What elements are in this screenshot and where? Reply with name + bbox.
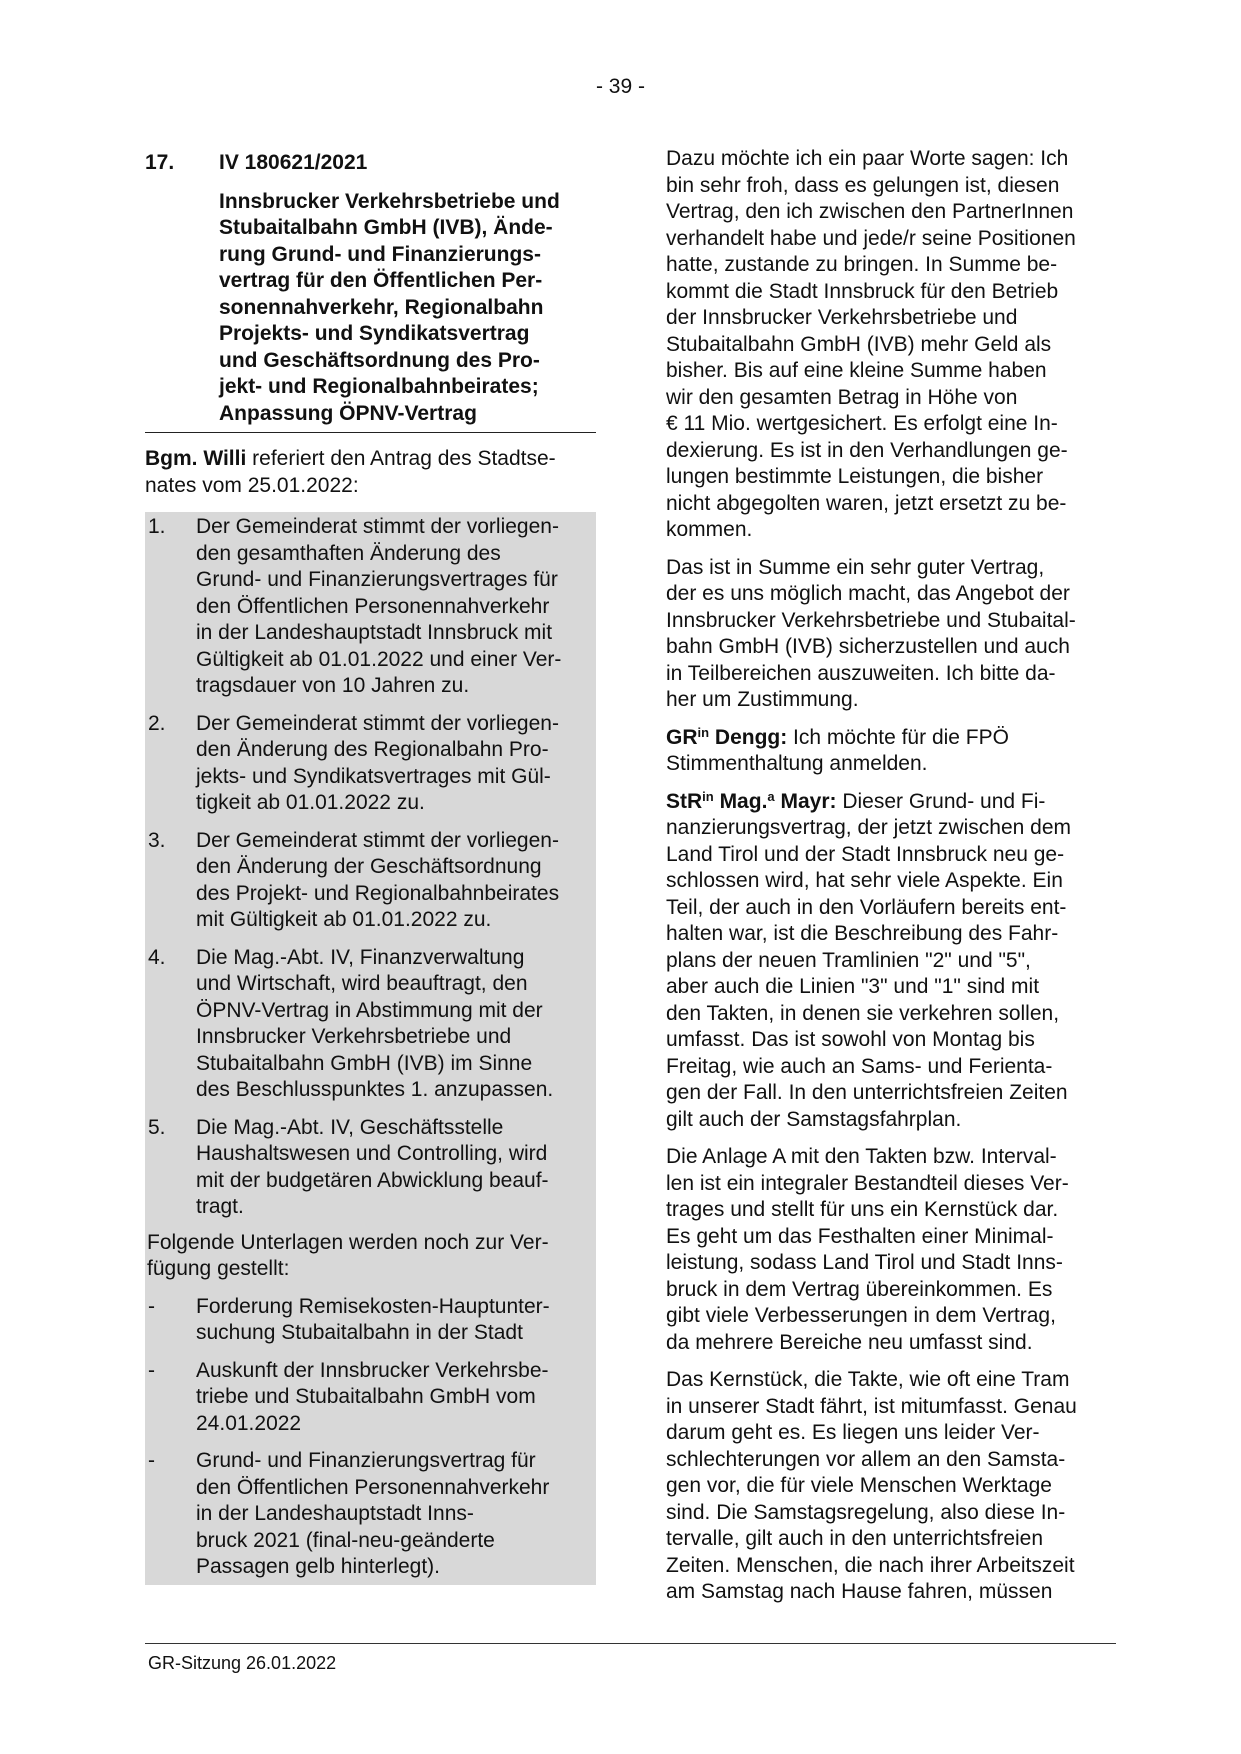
- speech-line: Die Anlage A mit den Takten bzw. Interval-: [666, 1145, 1057, 1168]
- speaker-title: StR: [666, 789, 703, 813]
- speech-line: bruck in dem Vertrag übereinkommen. Es: [666, 1277, 1053, 1301]
- title-line: Innsbrucker Verkehrsbetriebe und: [219, 189, 560, 213]
- motion-line: Der Gemeinderat stimmt der vorliegen-: [196, 515, 559, 538]
- motion-line: den Änderung des Regionalbahn Pro-: [196, 738, 549, 761]
- document-line: den Öffentlichen Personennahverkehr: [196, 1475, 550, 1499]
- motion-line: mit Gültigkeit ab 01.01.2022 zu.: [196, 908, 492, 931]
- motion-line: Haushaltswesen und Controlling, wird: [196, 1142, 548, 1165]
- speech-line: umfasst. Das ist sowohl von Montag bis: [666, 1028, 1035, 1051]
- speech-line: bisher. Bis auf eine kleine Summe haben: [666, 359, 1047, 382]
- document-item: [145, 1356, 596, 1438]
- speech-line: plans der neuen Tramlinien "2" und "5",: [666, 948, 1031, 972]
- motion-item: [145, 512, 596, 700]
- motion-line: den Änderung der Geschäftsordnung: [196, 855, 542, 878]
- title-line: sonennahverkehr, Regionalbahn: [219, 295, 544, 319]
- speech-line: gibt viele Verbesserungen in dem Vertrag,: [666, 1304, 1056, 1327]
- right-column: [666, 146, 1116, 1617]
- motion-line: tigkeit ab 01.01.2022 zu.: [196, 791, 425, 814]
- intro-paragraph: [145, 446, 596, 499]
- speech-line: da mehrere Bereiche neu umfasst sind.: [666, 1330, 1033, 1354]
- agenda-item-header: [145, 150, 596, 177]
- left-column: [145, 150, 596, 1585]
- speaker-degree-suffix: a: [767, 788, 775, 804]
- speech-line: tervalle, gilt auch in den unterrichtsfreien: [666, 1527, 1044, 1550]
- motion-line: Die Mag.-Abt. IV, Geschäftsstelle: [196, 1115, 504, 1139]
- speech-line: her um Zustimmung.: [666, 688, 859, 711]
- speaker-title-suffix: in: [702, 788, 714, 804]
- speech-line: wir den gesamten Betrag in Höhe von: [666, 385, 1018, 409]
- speech-line: Es geht um das Festhalten einer Minimal-: [666, 1224, 1054, 1248]
- document-line: 24.01.2022: [196, 1411, 302, 1435]
- speaker-title: GR: [666, 725, 698, 749]
- speaker-surname: Dengg:: [709, 725, 788, 749]
- motion-marker: 2.: [148, 711, 166, 735]
- intro-line: referiert den Antrag des Stadtse-: [246, 447, 556, 470]
- speech-line: nicht abgegolten waren, jetzt ersetzt zu be-: [666, 491, 1067, 515]
- motion-marker: 4.: [148, 945, 166, 969]
- speech-line: gen der Fall. In den unterrichtsfreien Zeiten: [666, 1081, 1068, 1104]
- motion-item: [145, 709, 596, 817]
- speech-line: der Innsbrucker Verkehrsbetriebe und: [666, 306, 1018, 329]
- speech-line: leistung, sodass Land Tirol und Stadt Inns-: [666, 1251, 1063, 1274]
- footer-session-label: GR-Sitzung 26.01.2022: [148, 1653, 337, 1673]
- speech-line: Das Kernstück, die Takte, wie oft eine Tram: [666, 1368, 1070, 1391]
- speaker-title-suffix: in: [697, 724, 710, 740]
- speech-line: Das ist in Summe ein sehr guter Vertrag,: [666, 555, 1045, 579]
- speech-line: Vertrag, den ich zwischen den PartnerInnen: [666, 200, 1074, 223]
- title-line: Anpassung ÖPNV-Vertrag: [219, 401, 477, 425]
- speech-line: lungen bestimmte Leistungen, die bisher: [666, 465, 1044, 488]
- speech-line: Innsbrucker Verkehrsbetriebe und Stubaital-: [666, 608, 1076, 632]
- motion-marker: 5.: [148, 1115, 166, 1139]
- speech-line: Ich möchte für die FPÖ: [787, 725, 1009, 749]
- speech-line: nanzierungsvertrag, der jetzt zwischen dem: [666, 816, 1072, 839]
- motion-item: [145, 943, 596, 1104]
- speech-line: den Takten, in denen sie verkehren sollen,: [666, 1001, 1060, 1025]
- title-line: Projekts- und Syndikatsvertrag: [219, 322, 530, 345]
- documents-intro-line: Folgende Unterlagen werden noch zur Ver-: [147, 1230, 549, 1254]
- motion-line: in der Landeshauptstadt Innsbruck mit: [196, 621, 553, 644]
- motion-line: tragsdauer von 10 Jahren zu.: [196, 674, 470, 697]
- document-item: [145, 1292, 596, 1347]
- speech-line: hatte, zustande zu bringen. In Summe be-: [666, 253, 1058, 276]
- speech-paragraph: [666, 725, 1116, 778]
- document-line: Forderung Remisekosten-Hauptunter-: [196, 1294, 550, 1318]
- speech-line: Zeiten. Menschen, die nach ihrer Arbeitszeit: [666, 1553, 1075, 1577]
- motion-line: den Öffentlichen Personennahverkehr: [196, 594, 550, 618]
- document-line: Grund- und Finanzierungsvertrag für: [196, 1449, 536, 1472]
- motion-line: jekts- und Syndikatsvertrages mit Gül-: [196, 764, 551, 788]
- title-line: und Geschäftsordnung des Pro-: [219, 348, 540, 372]
- speech-line: gen vor, die für viele Menschen Werktage: [666, 1474, 1052, 1497]
- speech-line: der es uns möglich macht, das Angebot der: [666, 582, 1070, 605]
- document-line: triebe und Stubaitalbahn GmbH vom: [196, 1385, 536, 1408]
- speaker-name: Bgm. Willi: [145, 447, 247, 470]
- speech-line: Freitag, wie auch an Sams- und Ferienta-: [666, 1054, 1053, 1078]
- motion-line: ÖPNV-Vertrag in Abstimmung mit der: [196, 998, 543, 1022]
- motion-item: [145, 1113, 596, 1221]
- motion-line: Der Gemeinderat stimmt der vorliegen-: [196, 828, 559, 852]
- speech-line: Dazu möchte ich ein paar Worte sagen: Ich: [666, 147, 1069, 170]
- speech-line: schlechterungen vor allem an den Samsta-: [666, 1447, 1066, 1471]
- speech-line: bahn GmbH (IVB) sicherzustellen und auch: [666, 635, 1070, 658]
- document-line: Auskunft der Innsbrucker Verkehrsbe-: [196, 1358, 549, 1382]
- speaker-surname: Mayr:: [774, 789, 837, 813]
- document-marker: -: [148, 1449, 155, 1472]
- motion-line: Die Mag.-Abt. IV, Finanzverwaltung: [196, 945, 525, 969]
- speech-line: kommt die Stadt Innsbruck für den Betrieb: [666, 279, 1059, 303]
- motion-box: [145, 512, 596, 1585]
- speech-paragraph: [666, 555, 1116, 714]
- speech-line: am Samstag nach Hause fahren, müssen: [666, 1580, 1053, 1603]
- footer-divider: [145, 1643, 1116, 1644]
- motion-line: Gültigkeit ab 01.01.2022 und einer Ver-: [196, 647, 562, 671]
- speech-line: Dieser Grund- und Fi-: [836, 789, 1046, 813]
- motion-line: den gesamthaften Änderung des: [196, 541, 501, 565]
- title-line: rung Grund- und Finanzierungs-: [219, 242, 541, 266]
- speech-paragraph: [666, 146, 1116, 544]
- motion-line: Innsbrucker Verkehrsbetriebe und: [196, 1025, 512, 1048]
- motion-line: des Beschlusspunktes 1. anzupassen.: [196, 1078, 554, 1101]
- motion-marker: 3.: [148, 828, 166, 852]
- documents-intro-line: fügung gestellt:: [147, 1257, 290, 1280]
- speaker-name: [666, 790, 837, 813]
- agenda-item-number: 17.: [145, 151, 175, 174]
- speech-line: in Teilbereichen auszuweiten. Ich bitte da-: [666, 661, 1056, 685]
- motion-line: mit der budgetären Abwicklung beauf-: [196, 1168, 549, 1192]
- speech-paragraph: [666, 1144, 1116, 1356]
- speech-line: bin sehr froh, dass es gelungen ist, diesen: [666, 173, 1060, 197]
- speech-paragraph: [666, 1367, 1116, 1606]
- motion-line: und Wirtschaft, wird beauftragt, den: [196, 972, 528, 995]
- title-line: Stubaitalbahn GmbH (IVB), Ände-: [219, 216, 553, 239]
- title-line: vertrag für den Öffentlichen Per-: [219, 269, 543, 292]
- speech-line: € 11 Mio. wertgesichert. Es erfolgt eine In-: [666, 412, 1058, 435]
- speech-line: Teil, der auch in den Vorläufern bereits ent-: [666, 895, 1067, 919]
- speech-line: verhandelt habe und jede/r seine Positionen: [666, 226, 1076, 250]
- speech-line: aber auch die Linien "3" und "1" sind mit: [666, 975, 1040, 998]
- speaker-name: [666, 726, 787, 749]
- title-line: jekt- und Regionalbahnbeirates;: [219, 375, 539, 398]
- speech-line: schlossen wird, hat sehr viele Aspekte. Ein: [666, 869, 1063, 892]
- agenda-item-title: [219, 189, 596, 428]
- motion-line: tragt.: [196, 1195, 244, 1218]
- motion-line: Der Gemeinderat stimmt der vorliegen-: [196, 711, 559, 735]
- motion-marker: 1.: [148, 515, 166, 538]
- speech-line: Stubaitalbahn GmbH (IVB) mehr Geld als: [666, 332, 1052, 356]
- motion-item: [145, 826, 596, 934]
- document-marker: -: [148, 1358, 155, 1382]
- speech-line: len ist ein integraler Bestandteil dieses Ver-: [666, 1171, 1069, 1195]
- document-line: Passagen gelb hinterlegt).: [196, 1555, 440, 1578]
- motion-line: Stubaitalbahn GmbH (IVB) im Sinne: [196, 1051, 533, 1075]
- speech-line: halten war, ist die Beschreibung des Fahr-: [666, 922, 1059, 945]
- speech-line: trages und stellt für uns ein Kernstück dar.: [666, 1198, 1059, 1221]
- document-item: [145, 1446, 596, 1581]
- speech-line: Land Tirol und der Stadt Innsbruck neu ge-: [666, 842, 1065, 866]
- title-divider: [145, 432, 596, 433]
- speaker-degree: Mag.: [713, 789, 768, 813]
- motion-line: Grund- und Finanzierungsvertrages für: [196, 568, 558, 591]
- speech-line: in unserer Stadt fährt, ist mitumfasst. Genau: [666, 1394, 1077, 1418]
- agenda-item-reference: IV 180621/2021: [219, 151, 368, 174]
- speech-line: dexierung. Es ist in den Verhandlungen ge-: [666, 438, 1068, 462]
- document-marker: -: [148, 1294, 155, 1318]
- speech-line: darum geht es. Es liegen uns leider Ver-: [666, 1421, 1040, 1444]
- speech-line: gilt auch der Samstagsfahrplan.: [666, 1107, 962, 1131]
- document-line: in der Landeshauptstadt Inns-: [196, 1502, 474, 1525]
- intro-line: nates vom 25.01.2022:: [145, 473, 359, 497]
- documents-intro: [145, 1230, 596, 1283]
- document-line: bruck 2021 (final-neu-geänderte: [196, 1528, 495, 1552]
- speech-line: Stimmenthaltung anmelden.: [666, 752, 928, 775]
- document-line: suchung Stubaitalbahn in der Stadt: [196, 1321, 523, 1344]
- motion-line: des Projekt- und Regionalbahnbeirates: [196, 881, 560, 905]
- page-number: - 39 -: [595, 75, 645, 98]
- speech-paragraph: [666, 789, 1116, 1134]
- speech-line: sind. Die Samstagsregelung, also diese In-: [666, 1500, 1066, 1524]
- speech-line: kommen.: [666, 518, 753, 541]
